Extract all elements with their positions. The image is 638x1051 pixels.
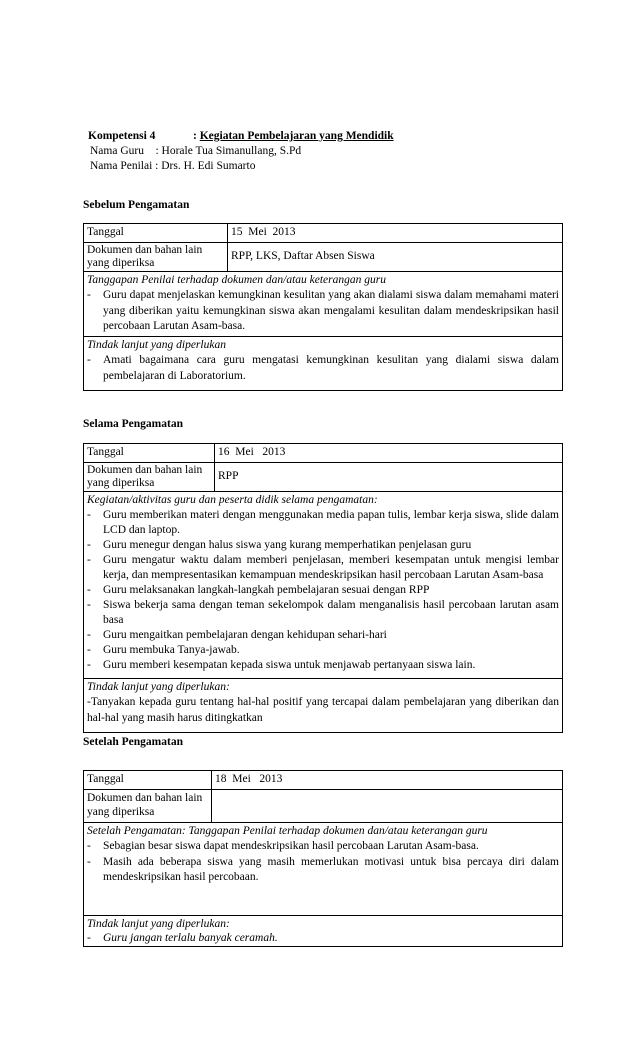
list-item-text: Guru mengaitkan pembelajaran dengan kehidupan sehari-hari xyxy=(103,628,387,641)
documents-value xyxy=(212,789,563,822)
date-label: Tanggal xyxy=(84,444,215,463)
list-item-text: Guru memberi kesempatan kepada siswa untuk menjawab pertanyaan siswa lain. xyxy=(103,658,476,671)
followup-cell xyxy=(84,678,563,733)
during-observation-table xyxy=(83,443,563,733)
list-item: - Guru jangan terlalu banyak ceramah. xyxy=(87,931,278,944)
list-item-text: Guru menegur dengan halus siswa yang kurang memperhatikan penjelasan guru xyxy=(103,538,472,551)
date-label: Tanggal xyxy=(84,224,228,243)
list-item-text: Guru mengatur waktu dalam memberi penjelasan, memberi kesempatan untuk mengisi lembar kerja, dan mempresentasikan kemampuan mendeskripsikan hasil percobaan Larutan Asam-basa xyxy=(103,553,559,581)
list-item-text: Guru jangan terlalu banyak ceramah. xyxy=(103,931,278,944)
before-observation-table xyxy=(83,223,563,391)
response-row xyxy=(84,822,563,915)
followup-cell xyxy=(84,915,563,946)
section-title-during: Selama Pengamatan xyxy=(83,418,183,430)
competency-label: Kompetensi 4 xyxy=(88,130,156,142)
date-label: Tanggal xyxy=(84,771,212,790)
list-item: - Guru memberi kesempatan kepada siswa untuk menjawab pertanyaan siswa lain. xyxy=(87,658,476,671)
section-title-after: Setelah Pengamatan xyxy=(83,736,183,748)
followup-row xyxy=(84,336,563,391)
response-row xyxy=(84,271,563,336)
followup-cell xyxy=(84,336,563,391)
list-item-text: Guru membuka Tanya-jawab. xyxy=(103,643,240,656)
list-item: - Guru membuka Tanya-jawab. xyxy=(87,643,240,656)
documents-row xyxy=(84,789,563,822)
followup-row xyxy=(84,678,563,733)
documents-row xyxy=(84,462,563,491)
teacher-name: Nama Guru : Horale Tua Simanullang, S.Pd xyxy=(90,145,302,157)
followup-heading: Tindak lanjut yang diperlukan: xyxy=(87,917,230,930)
list-item: - Guru melaksanakan langkah-langkah pembelajaran sesuai dengan RPP xyxy=(87,583,430,596)
date-row xyxy=(84,771,563,790)
list-item: - Guru mengatur waktu dalam memberi penjelasan, memberi kesempatan untuk mengisi lembar kerja, dan mempresentasikan kemampuan mendeskripsikan hasil percobaan Larutan Asam-basa xyxy=(87,553,559,581)
followup-text: -Tanyakan kepada guru tentang hal-hal positif yang tercapai dalam pembelajaran yang diberikan dan hal-hal yang masih harus ditingkatkan xyxy=(87,696,559,724)
competency-colon: : xyxy=(193,130,197,142)
list-item-text: Guru dapat menjelaskan kemungkinan kesulitan yang akan dialami siswa dalam memahami materi yang diberikan yaitu kemungkinan siswa akan mengalami kesulitan dalam mendeskripsikan hasil percobaan Larutan Asam-basa. xyxy=(103,289,559,332)
followup-heading: Tindak lanjut yang diperlukan: xyxy=(87,680,230,693)
date-row xyxy=(84,224,563,243)
list-item: - Guru memberikan materi dengan menggunakan media papan tulis, lembar kerja siswa, slide dalam LCD dan laptop. xyxy=(87,508,559,536)
list-item: - Masih ada beberapa siswa yang masih memerlukan motivasi untuk bisa percaya diri dalam mendeskripsikan hasil percobaan. xyxy=(87,855,559,883)
section-title-before: Sebelum Pengamatan xyxy=(83,199,190,211)
list-item-text: Guru memberikan materi dengan menggunakan media papan tulis, lembar kerja siswa, slide dalam LCD dan laptop. xyxy=(103,508,559,536)
response-heading: Tanggapan Penilai terhadap dokumen dan/atau keterangan guru xyxy=(87,273,386,286)
date-value: 16 Mei 2013 xyxy=(215,444,563,463)
competency-line xyxy=(88,129,394,144)
activities-cell xyxy=(84,491,563,678)
competency-header xyxy=(88,129,394,174)
activities-heading: Kegiatan/aktivitas guru dan peserta didik selama pengamatan: xyxy=(87,493,378,506)
documents-label: Dokumen dan bahan lain yang diperiksa xyxy=(84,789,212,822)
response-cell xyxy=(84,822,563,915)
list-item: - Guru mengaitkan pembelajaran dengan kehidupan sehari-hari xyxy=(87,628,387,641)
after-observation-table xyxy=(83,770,563,947)
date-row xyxy=(84,444,563,463)
list-item-text: Guru melaksanakan langkah-langkah pembelajaran sesuai dengan RPP xyxy=(103,583,430,596)
list-item: - Sebagian besar siswa dapat mendeskripsikan hasil percobaan Larutan Asam-basa. xyxy=(87,840,479,852)
list-item-text: Siswa bekerja sama dengan teman sekelompok dalam menganalisis hasil percobaan larutan asam basa xyxy=(103,598,559,626)
activities-row xyxy=(84,491,563,678)
date-value: 15 Mei 2013 xyxy=(228,224,563,243)
documents-value: RPP, LKS, Daftar Absen Siswa xyxy=(228,242,563,271)
documents-row xyxy=(84,242,563,271)
date-value: 18 Mei 2013 xyxy=(212,771,563,790)
list-item-text: Masih ada beberapa siswa yang masih memerlukan motivasi untuk bisa percaya diri dalam mendeskripsikan hasil percobaan. xyxy=(103,855,559,883)
documents-label: Dokumen dan bahan lain yang diperiksa xyxy=(84,462,215,491)
followup-heading: Tindak lanjut yang diperlukan xyxy=(87,338,226,351)
documents-label: Dokumen dan bahan lain yang diperiksa xyxy=(84,242,228,271)
response-cell xyxy=(84,271,563,336)
followup-row xyxy=(84,915,563,946)
list-item: - Amati bagaimana cara guru mengatasi kemungkinan kesulitan yang dialami siswa dalam pembelajaran di Laboratorium. xyxy=(87,354,559,382)
competency-title: Kegiatan Pembelajaran yang Mendidik xyxy=(199,130,394,142)
list-item: - Guru menegur dengan halus siswa yang kurang memperhatikan penjelasan guru xyxy=(87,538,472,551)
list-item: - Guru dapat menjelaskan kemungkinan kesulitan yang akan dialami siswa dalam memahami materi yang diberikan yaitu kemungkinan siswa akan mengalami kesulitan dalam mendeskripsikan hasil percobaan Larutan Asam-basa. xyxy=(87,289,559,332)
list-item-text: Amati bagaimana cara guru mengatasi kemungkinan kesulitan yang dialami siswa dalam pembelajaran di Laboratorium. xyxy=(103,354,559,382)
list-item-text: Sebagian besar siswa dapat mendeskripsikan hasil percobaan Larutan Asam-basa. xyxy=(103,840,479,852)
assessor-name: Nama Penilai : Drs. H. Edi Sumarto xyxy=(90,160,256,172)
documents-value: RPP xyxy=(215,462,563,491)
list-item: - Siswa bekerja sama dengan teman sekelompok dalam menganalisis hasil percobaan larutan asam basa xyxy=(87,598,559,626)
response-heading: Setelah Pengamatan: Tanggapan Penilai terhadap dokumen dan/atau keterangan guru xyxy=(87,824,488,837)
